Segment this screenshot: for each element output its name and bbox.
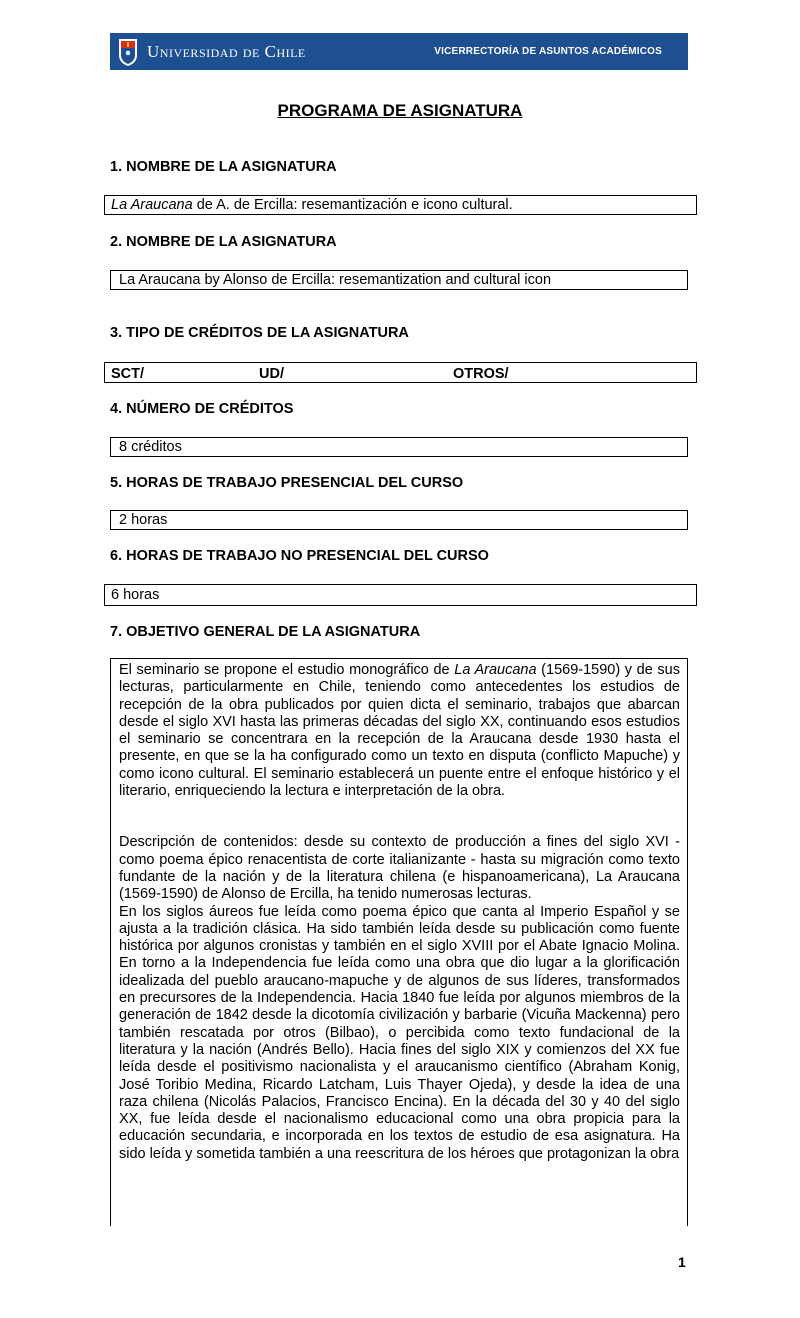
section-7-heading: 7. OBJETIVO GENERAL DE LA ASIGNATURA: [110, 624, 421, 640]
credit-type-otros: OTROS/: [453, 366, 509, 382]
section-5-heading: 5. HORAS DE TRABAJO PRESENCIAL DEL CURSO: [110, 475, 464, 491]
section-4-heading: 4. NÚMERO DE CRÉDITOS: [110, 401, 294, 417]
office-name: VICERRECTORÍA DE ASUNTOS ACADÉMICOS: [434, 46, 662, 57]
general-objective-box: [110, 658, 688, 1226]
content-description-paragraph: Descripción de contenidos: desde su contexto de producción a fines del siglo XVI -como poema épico renacentista de corte italianizante - hasta su migración como texto fundante de la nación y de la literatura chilena (e hispanoamericana), La Araucana (1569-1590) de Alonso de Ercilla, ha tenido numerosas lecturas.: [119, 834, 680, 903]
page-title: PROGRAMA DE ASIGNATURA: [277, 101, 523, 120]
university-name: Universidad de Chile: [147, 41, 306, 61]
course-name-italic: La Araucana: [111, 197, 193, 213]
credit-type-ud: UD/: [259, 366, 284, 382]
section-3-heading: 3. TIPO DE CRÉDITOS DE LA ASIGNATURA: [110, 325, 409, 341]
course-name-field: [104, 195, 697, 215]
section-2-heading: 2. NOMBRE DE LA ASIGNATURA: [110, 234, 337, 250]
non-presential-hours-field: 6 horas: [104, 584, 697, 606]
credits-number-field: 8 créditos: [110, 437, 688, 457]
presential-hours-field: 2 horas: [110, 510, 688, 530]
reception-history-paragraph: En los siglos áureos fue leída como poema épico que canta al Imperio Español y se ajusta a la tradición clásica. Ha sido también leída desde su publicación como fuente histórica por algunos cronistas y también en el siglo XVIII por el Abate Ignacio Molina. En torno a la Independencia fue leída como una obra que dio lugar a la glorificación idealizada del pueblo araucano-mapuche y de algunos de sus líderes, transformados en precursores de la Independencia. Hacia 1840 fue leída por algunos miembros de la generación de 1842 desde la dicotomía civilización y barbarie (Vicuña Mackenna) pero también rescatada por otros (Bilbao), o percibida como texto fundacional de la literatura y la nación (Andrés Bello). Hacia fines del siglo XIX y comienzos del XX fue leída desde el positivismo nacionalista y el araucanismo científico (Abraham Konig, José Toribio Medina, Ricardo Latcham, Luis Thayer Ojeda), y desde la idea de una raza chilena (Nicolás Palacios, Francisco Encina). En la década del 30 y 40 del siglo XX, fue leída desde el nacionalismo educacional como una obra propicia para la educación secundaria, e incorporada en los textos de estudio de esa asignatura. Ha sido leída y sometida también a una reescritura de los héroes que protagonizan la obra: [119, 903, 680, 1162]
course-name-english-field: La Araucana by Alonso de Ercilla: resemantization and cultural icon: [110, 270, 688, 290]
section-1-heading: 1. NOMBRE DE LA ASIGNATURA: [110, 159, 337, 175]
university-seal-icon: [117, 37, 139, 67]
page-number: 1: [678, 1254, 686, 1270]
credit-type-field: [104, 362, 697, 383]
objective-paragraph: El seminario se propone el estudio monográfico de La Araucana (1569-1590) y de sus lecturas, particularmente en Chile, teniendo como antecedentes los estudios de recepción de la obra publicados por quien dicta el seminario, trabajos que abarcan desde el siglo XVI hasta las primeras décadas del siglo XX, continuando esos estudios el seminario se concentrara en la recepción de la Araucana desde 1930 hasta el presente, en que se la ha configurado como un texto en disputa (conflicto Mapuche) y como icono cultural. El seminario establecerá un puente entre el enfoque histórico y el literario, enriqueciendo la lectura e interpretación de la obra.: [119, 662, 680, 800]
course-name-rest: de A. de Ercilla: resemantización e icono cultural.: [192, 197, 513, 213]
section-6-heading: 6. HORAS DE TRABAJO NO PRESENCIAL DEL CURSO: [110, 548, 489, 564]
header-banner: [110, 33, 688, 70]
credit-type-sct: SCT/: [111, 366, 145, 382]
